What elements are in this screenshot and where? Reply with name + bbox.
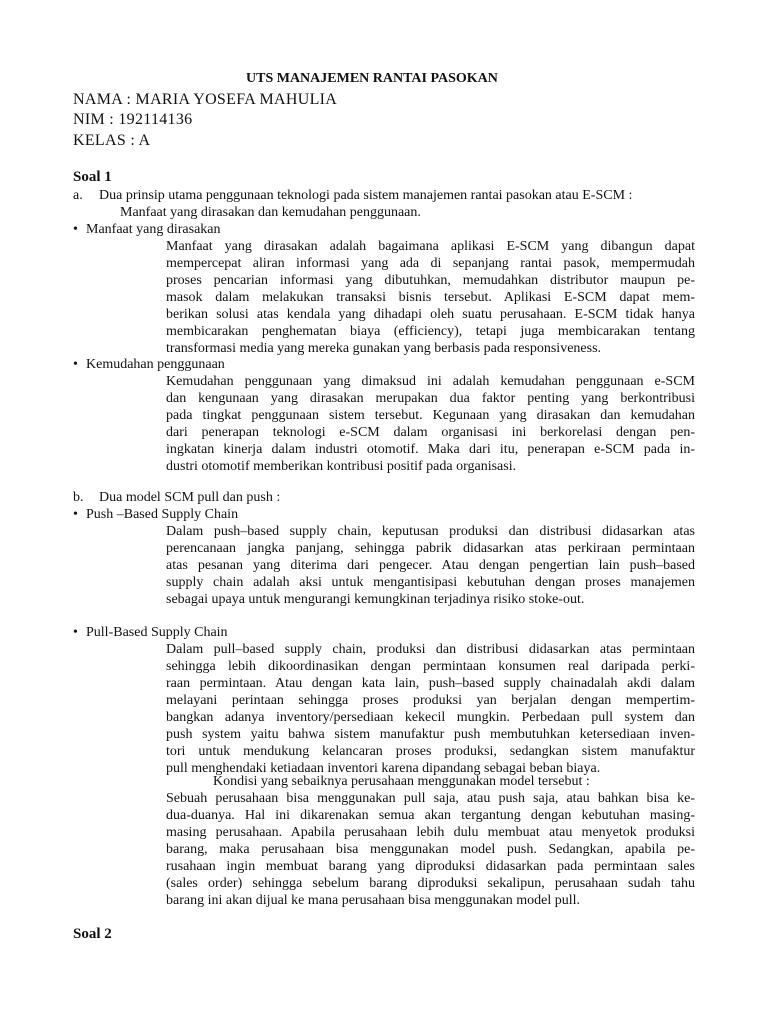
paragraph-line: Manfaat yang dirasakan adalah bagaimana aplikasi E-SCM yang dibangun dapat <box>166 239 695 254</box>
paragraph-line: berikan solusi atas kendala yang dihadapi oleh suatu perusahaan. E-SCM tidak hanya <box>166 307 695 322</box>
bullet-icon: • <box>73 507 78 522</box>
paragraph-line: sebagai upaya untuk mengurangi kemungkinan terjadinya risiko stoke-out. <box>166 592 585 607</box>
paragraph-line: ingkatan kinerja dalam industri otomotif. Maka dari itu, penerapan e-SCM pada in- <box>166 442 695 457</box>
item-b-marker: b. <box>73 490 84 505</box>
paragraph-line: proses pencarian informasi yang dibutuhkan, memudahkan distributor maupun pe- <box>166 273 695 288</box>
paragraph-line: membicarakan penghematan biaya (efficiency), tetapi juga membicarakan tentang <box>166 324 695 339</box>
paragraph-line: barang, maka perusahaan bisa menggunakan model push. Sedangkan, apabila pe- <box>166 842 695 857</box>
paragraph-line: perencanaan jangka panjang, sehingga pabrik didasarkan atas perkiraan permintaan <box>166 541 695 556</box>
paragraph-line: pada tingkat penggunaan sistem tersebut. Kegunaan yang dirasakan dan kemudahan <box>166 408 695 423</box>
paragraph-line: push system yaitu bahwa sistem manufaktur push membutuhkan ketersediaan inven- <box>166 727 695 742</box>
paragraph-line: Kemudahan penggunaan yang dimaksud ini adalah kemudahan penggunaan e-SCM <box>166 374 695 389</box>
paragraph-line: bangkan adanya inventory/persediaan kekecil mungkin. Perbedaan pull system dan <box>166 710 695 725</box>
document-title: UTS MANAJEMEN RANTAI PASOKAN <box>246 71 498 86</box>
identity-kelas: KELAS : A <box>73 132 151 149</box>
paragraph-line: pull menghendaki ketiadaan inventori karena dipandang sebagai beban biaya. <box>166 761 601 776</box>
paragraph-line: supply chain adalah aksi untuk mengantisipasi kebutuhan dengan proses manajemen <box>166 575 695 590</box>
paragraph-line: masing perusahaan. Apabila perusahaan lebih dulu membuat atau menyetok produksi <box>166 825 695 840</box>
paragraph-line: masok dalam melakukan transaksi bisnis tersebut. Aplikasi E-SCM dapat mem- <box>166 290 695 305</box>
bullet-kemudahan-title: Kemudahan penggunaan <box>86 357 225 372</box>
item-a-intro-continuation: Manfaat yang dirasakan dan kemudahan penggunaan. <box>120 205 421 220</box>
paragraph-line: melayani perintaan sehingga proses produksi yan berjalan dengan mempertim- <box>166 693 695 708</box>
bullet-manfaat-title: Manfaat yang dirasakan <box>86 222 221 237</box>
paragraph-line: dua-duanya. Hal ini dikarenakan semua akan tergantung dengan kebutuhan masing- <box>166 808 695 823</box>
paragraph-line: atas pesanan yang diterima dari pengecer. Atau dengan pengertian lain push–based <box>166 558 695 573</box>
item-a-marker: a. <box>73 188 83 203</box>
soal2-heading: Soal 2 <box>73 926 112 942</box>
soal1-heading: Soal 1 <box>73 169 112 185</box>
paragraph-line: raan permintaan. Atau dengan kata lain, push–based supply chainadalah akdi dalam <box>166 676 695 691</box>
bullet-icon: • <box>73 222 78 237</box>
paragraph-line: barang ini akan dijual ke mana perusahaan bisa menggunakan model pull. <box>166 893 581 908</box>
paragraph-line: transformasi media yang mereka gunakan yang berbasis pada responsiveness. <box>166 341 602 356</box>
paragraph-line: rusahaan ingin membuat barang yang diproduksi didasarkan pada permintaan sales <box>166 859 695 874</box>
paragraph-line: dari penerapan teknologi e-SCM dalam organisasi ini berkorelasi dengan pen- <box>166 425 695 440</box>
item-b-intro: Dua model SCM pull dan push : <box>99 490 281 505</box>
item-a-intro: Dua prinsip utama penggunaan teknologi pada sistem manajemen rantai pasokan atau E-SCM : <box>99 188 633 203</box>
paragraph-line: (sales order) sehingga sebelum barang diproduksi sekalipun, perusahaan sudah tahu <box>166 876 695 891</box>
paragraph-line: sehingga lebih dikoordinasikan dengan permintaan konsumen real daripada perki- <box>166 659 695 674</box>
bullet-icon: • <box>73 357 78 372</box>
paragraph-line: dan kengunaan yang dirasakan merupakan dua faktor penting yang berkontribusi <box>166 391 695 406</box>
paragraph-line: mempercepat aliran informasi yang ada di sepanjang rantai pasok, mempermudah <box>166 256 695 271</box>
paragraph-line: Dalam pull–based supply chain, produksi dan distribusi didasarkan atas permintaan <box>166 642 695 657</box>
bullet-icon: • <box>73 625 78 640</box>
paragraph-line: Sebuah perusahaan bisa menggunakan pull saja, atau push saja, atau bahkan bisa ke- <box>166 791 695 806</box>
bullet-pull-title: Pull-Based Supply Chain <box>86 625 228 640</box>
kondisi-title: Kondisi yang sebaiknya perusahaan menggunakan model tersebut : <box>213 774 590 789</box>
paragraph-line: dustri otomotif memberikan kontribusi positif pada organisasi. <box>166 459 517 474</box>
paragraph-line: Dalam push–based supply chain, keputusan produksi dan distribusi didasarkan atas <box>166 524 695 539</box>
paragraph-line: tori untuk mendukung kelancaran proses produksi, sedangkan sistem manufaktur <box>166 744 695 759</box>
identity-nama: NAMA : MARIA YOSEFA MAHULIA <box>73 91 338 108</box>
bullet-push-title: Push –Based Supply Chain <box>86 507 239 522</box>
identity-nim: NIM : 192114136 <box>73 111 193 128</box>
